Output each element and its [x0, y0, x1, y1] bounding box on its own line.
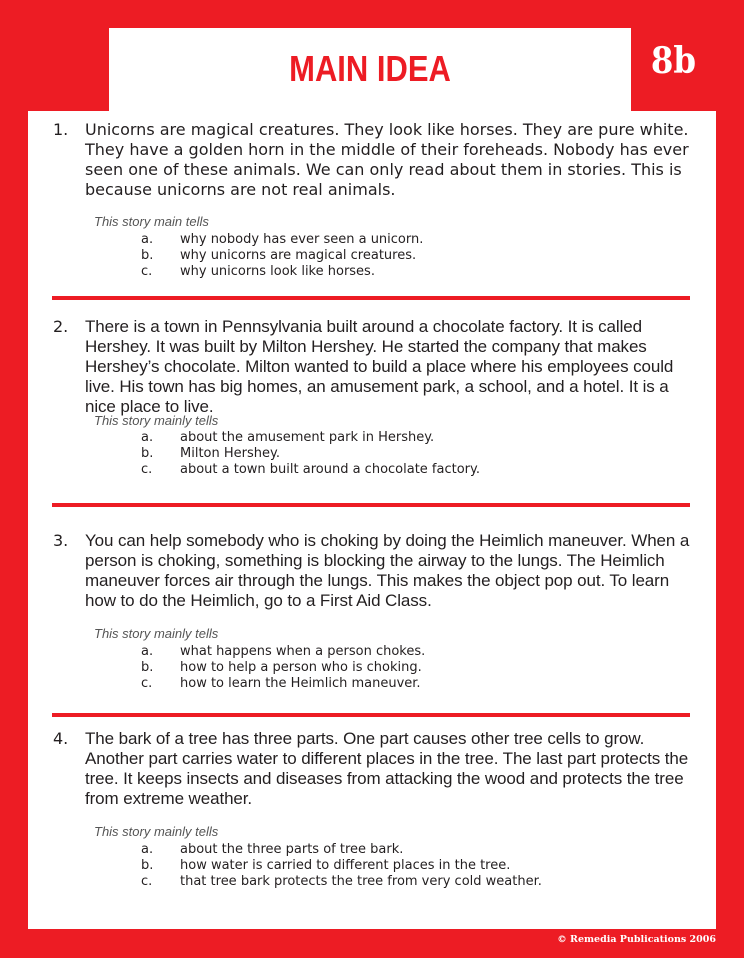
option-letter: a.: [141, 644, 154, 659]
question-number: 1.: [53, 120, 69, 139]
question-number: 3.: [53, 531, 69, 550]
title-box: [109, 28, 631, 118]
option-letter: a.: [141, 232, 154, 247]
option-text: how water is carried to different places in the tree.: [180, 858, 511, 873]
section-divider: [52, 713, 690, 717]
option-letter: c.: [141, 264, 153, 279]
question-passage: There is a town in Pennsylvania built around a chocolate factory. It is called Hershey. It was built by Milton Hershey. He started the company that makes Hershey’s chocolate. Milton wanted to build a place where his employees could live. His town has big homes, an amusement park, a school, and a hotel. It is a nice place to live.: [85, 317, 674, 416]
copyright-footer: © Remedia Publications 2006: [557, 934, 716, 945]
question-prompt: This story main tells: [94, 214, 209, 229]
question-prompt: This story mainly tells: [94, 626, 219, 641]
question-number: 4.: [53, 729, 69, 748]
option-text: why unicorns look like horses.: [180, 264, 375, 279]
question-passage: You can help somebody who is choking by doing the Heimlich maneuver. When a person is choking, something is blocking the airway to the lungs. The Heimlich maneuver forces air through the lungs. This makes the object pop out. To learn how to do the Heimlich, go to a First Aid Class.: [85, 531, 690, 610]
option-text: Milton Hershey.: [180, 446, 280, 461]
section-divider: [52, 296, 690, 300]
option-text: about a town built around a chocolate factory.: [180, 462, 480, 477]
question-number: 2.: [53, 317, 69, 336]
option-letter: b.: [141, 446, 154, 461]
option-letter: b.: [141, 660, 154, 675]
question-passage: The bark of a tree has three parts. One part causes other tree cells to grow. Another part carries water to different places in the tree. The last part protects the tree. It keeps insects and diseases from attacking the wood and protects the tree from extreme weather.: [85, 729, 689, 808]
option-letter: a.: [141, 430, 154, 445]
option-text: that tree bark protects the tree from very cold weather.: [180, 874, 542, 889]
option-text: what happens when a person chokes.: [180, 644, 426, 659]
option-letter: a.: [141, 842, 154, 857]
option-letter: c.: [141, 462, 153, 477]
option-letter: c.: [141, 676, 153, 691]
option-text: how to learn the Heimlich maneuver.: [180, 676, 421, 691]
question-passage: Unicorns are magical creatures. They look like horses. They are pure white. They have a golden horn in the middle of their foreheads. Nobody has ever seen one of these animals. We can only read about them in stories. This is because unicorns are not real animals.: [85, 120, 689, 199]
worksheet-content: [28, 111, 716, 929]
worksheet-number-badge: 8b: [650, 40, 697, 82]
question-prompt: This story mainly tells: [94, 413, 219, 428]
option-letter: b.: [141, 858, 154, 873]
section-divider: [52, 503, 690, 507]
option-text: about the amusement park in Hershey.: [180, 430, 435, 445]
option-letter: b.: [141, 248, 154, 263]
option-text: about the three parts of tree bark.: [180, 842, 404, 857]
option-text: why unicorns are magical creatures.: [180, 248, 417, 263]
option-text: how to help a person who is choking.: [180, 660, 422, 675]
page-title: MAIN IDEA: [289, 48, 451, 89]
option-text: why nobody has ever seen a unicorn.: [180, 232, 424, 247]
option-letter: c.: [141, 874, 153, 889]
question-prompt: This story mainly tells: [94, 824, 219, 839]
